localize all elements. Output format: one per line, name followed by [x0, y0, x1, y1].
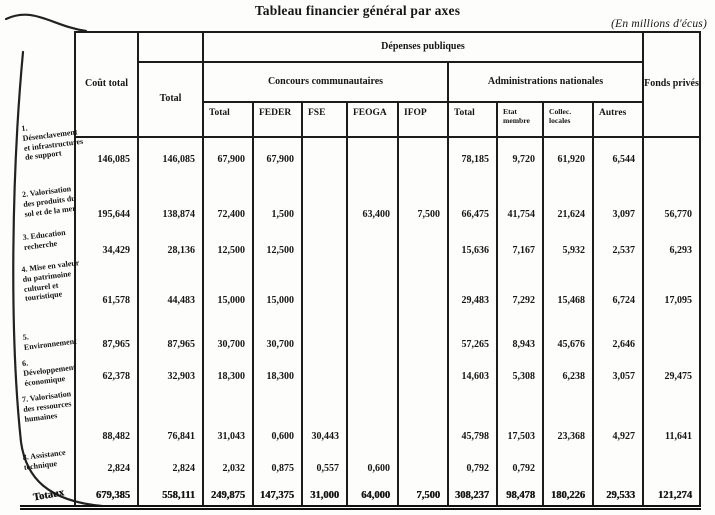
- value-cell: 61,920: [543, 137, 593, 185]
- value-cell: 4,927: [593, 392, 643, 452]
- value-cell: 45,798: [448, 392, 497, 452]
- value-cell: [398, 272, 448, 322]
- value-cell: 78,185: [448, 137, 497, 185]
- value-cell: [398, 322, 448, 360]
- value-cell: 679,385: [75, 484, 138, 507]
- value-cell: 17,095: [643, 272, 700, 322]
- value-cell: 1,500: [253, 185, 302, 230]
- col-header-administrations-nationales: Administrations nationales: [448, 62, 643, 102]
- value-cell: [643, 322, 700, 360]
- value-cell: [347, 137, 398, 185]
- value-cell: 64,000: [347, 484, 398, 507]
- value-cell: 88,482: [75, 392, 138, 452]
- value-cell: 5,932: [543, 230, 593, 272]
- units-note: (En millions d'écus): [611, 18, 707, 30]
- col-header-concours-total: Total: [203, 102, 253, 137]
- value-cell: 2,824: [75, 452, 138, 484]
- value-cell: [302, 322, 347, 360]
- value-cell: 12,500: [253, 230, 302, 272]
- value-cell: 2,537: [593, 230, 643, 272]
- value-cell: 18,300: [253, 360, 302, 392]
- value-cell: 12,500: [203, 230, 253, 272]
- value-cell: 2,032: [203, 452, 253, 484]
- value-cell: 15,000: [253, 272, 302, 322]
- value-cell: [398, 230, 448, 272]
- table-row: [20, 137, 700, 185]
- value-cell: 0,875: [253, 452, 302, 484]
- totals-row: [20, 484, 700, 507]
- value-cell: [347, 322, 398, 360]
- value-cell: 9,720: [497, 137, 543, 185]
- value-cell: [543, 452, 593, 484]
- value-cell: 34,429: [75, 230, 138, 272]
- value-cell: 308,237: [448, 484, 497, 507]
- col-header-empty: [138, 32, 203, 62]
- table-row: [20, 185, 700, 230]
- value-cell: 0,557: [302, 452, 347, 484]
- value-cell: [302, 272, 347, 322]
- value-cell: 7,500: [398, 185, 448, 230]
- value-cell: 249,875: [203, 484, 253, 507]
- value-cell: 146,085: [75, 137, 138, 185]
- row-label: 6. Développement économique: [21, 358, 77, 388]
- value-cell: 14,603: [448, 360, 497, 392]
- value-cell: 146,085: [138, 137, 203, 185]
- table-body: [20, 123, 700, 507]
- totals-label: Totaux: [20, 484, 75, 507]
- value-cell: [398, 360, 448, 392]
- col-header-fse: FSE: [302, 102, 347, 137]
- value-cell: 57,265: [448, 322, 497, 360]
- value-cell: 87,965: [138, 322, 203, 360]
- value-cell: [347, 230, 398, 272]
- value-cell: 29,483: [448, 272, 497, 322]
- value-cell: [398, 452, 448, 484]
- value-cell: 15,468: [543, 272, 593, 322]
- value-cell: 2,646: [593, 322, 643, 360]
- value-cell: 6,544: [593, 137, 643, 185]
- value-cell: [347, 360, 398, 392]
- value-cell: 29,475: [643, 360, 700, 392]
- value-cell: 30,700: [253, 322, 302, 360]
- value-cell: 21,624: [543, 185, 593, 230]
- value-cell: [643, 452, 700, 484]
- value-cell: 67,900: [203, 137, 253, 185]
- value-cell: [643, 137, 700, 185]
- value-cell: 28,136: [138, 230, 203, 272]
- value-cell: [398, 137, 448, 185]
- value-cell: 15,636: [448, 230, 497, 272]
- value-cell: [347, 392, 398, 452]
- value-cell: [302, 230, 347, 272]
- value-cell: [302, 185, 347, 230]
- col-header-autres: Autres: [593, 102, 643, 137]
- value-cell: 147,375: [253, 484, 302, 507]
- value-cell: 32,903: [138, 360, 203, 392]
- value-cell: 138,874: [138, 185, 203, 230]
- value-cell: 44,483: [138, 272, 203, 322]
- col-header-etat-membre: Etat membre: [497, 102, 543, 137]
- value-cell: 98,478: [497, 484, 543, 507]
- value-cell: 8,943: [497, 322, 543, 360]
- value-cell: 30,700: [203, 322, 253, 360]
- row-label: 5. Environnement: [22, 332, 78, 352]
- value-cell: 31,043: [203, 392, 253, 452]
- value-cell: 31,000: [302, 484, 347, 507]
- value-cell: 0,792: [497, 452, 543, 484]
- value-cell: 76,841: [138, 392, 203, 452]
- row-label: 4. Mise en valeur du patrimoine culturel et touristique: [20, 258, 80, 304]
- table-row: [20, 360, 700, 392]
- value-cell: 7,167: [497, 230, 543, 272]
- table-row: [20, 452, 700, 484]
- col-header-feoga: FEOGA: [347, 102, 398, 137]
- value-cell: 7,292: [497, 272, 543, 322]
- table-row: [20, 392, 700, 452]
- value-cell: 0,600: [347, 452, 398, 484]
- value-cell: 87,965: [75, 322, 138, 360]
- page-title: Tableau financier général par axes: [254, 3, 461, 18]
- value-cell: 6,238: [543, 360, 593, 392]
- col-header-cout-total: Coût total: [75, 32, 138, 137]
- table-row: [20, 272, 700, 322]
- value-cell: 6,293: [643, 230, 700, 272]
- value-cell: 67,900: [253, 137, 302, 185]
- value-cell: 195,644: [75, 185, 138, 230]
- value-cell: 15,000: [203, 272, 253, 322]
- col-header-fonds-prives: Fonds privés: [643, 32, 700, 137]
- col-header-feder: FEDER: [253, 102, 302, 137]
- col-header-ifop: IFOP: [398, 102, 448, 137]
- value-cell: [302, 137, 347, 185]
- value-cell: 7,500: [398, 484, 448, 507]
- value-cell: [302, 360, 347, 392]
- value-cell: 62,378: [75, 360, 138, 392]
- value-cell: [398, 392, 448, 452]
- value-cell: [347, 272, 398, 322]
- row-label: 2. Valorisation des produits du sol et de la mer: [21, 184, 77, 219]
- value-cell: 45,676: [543, 322, 593, 360]
- value-cell: 29,533: [593, 484, 643, 507]
- value-cell: 2,824: [138, 452, 203, 484]
- value-cell: 41,754: [497, 185, 543, 230]
- row-label: 7. Valorisation des ressources humaines: [21, 389, 72, 424]
- col-header-concours-communautaires: Concours communautaires: [203, 62, 448, 102]
- col-header-admin-total: Total: [448, 102, 497, 137]
- row-label: 3. Education recherche: [22, 227, 67, 252]
- value-cell: [593, 452, 643, 484]
- value-cell: 30,443: [302, 392, 347, 452]
- value-cell: 18,300: [203, 360, 253, 392]
- value-cell: 121,274: [643, 484, 700, 507]
- value-cell: 61,578: [75, 272, 138, 322]
- col-header-depenses-publiques: Dépenses publiques: [203, 32, 643, 62]
- col-header-collec-locales: Collec. locales: [543, 102, 593, 137]
- value-cell: 0,600: [253, 392, 302, 452]
- value-cell: 558,111: [138, 484, 203, 507]
- value-cell: 56,770: [643, 185, 700, 230]
- value-cell: 0,792: [448, 452, 497, 484]
- value-cell: 17,503: [497, 392, 543, 452]
- value-cell: 66,475: [448, 185, 497, 230]
- value-cell: 11,641: [643, 392, 700, 452]
- value-cell: 23,368: [543, 392, 593, 452]
- col-header-total-public: Total: [138, 62, 203, 137]
- value-cell: 63,400: [347, 185, 398, 230]
- financial-table: [20, 31, 701, 510]
- value-cell: 72,400: [203, 185, 253, 230]
- value-cell: 3,097: [593, 185, 643, 230]
- table-row: [20, 230, 700, 272]
- value-cell: 3,057: [593, 360, 643, 392]
- table-row: [20, 322, 700, 360]
- value-cell: 180,226: [543, 484, 593, 507]
- row-label: 8. Assistance technique: [22, 448, 67, 472]
- value-cell: 5,308: [497, 360, 543, 392]
- row-label: 1. Désenclavement et infrastructures de support: [20, 123, 84, 163]
- value-cell: 6,724: [593, 272, 643, 322]
